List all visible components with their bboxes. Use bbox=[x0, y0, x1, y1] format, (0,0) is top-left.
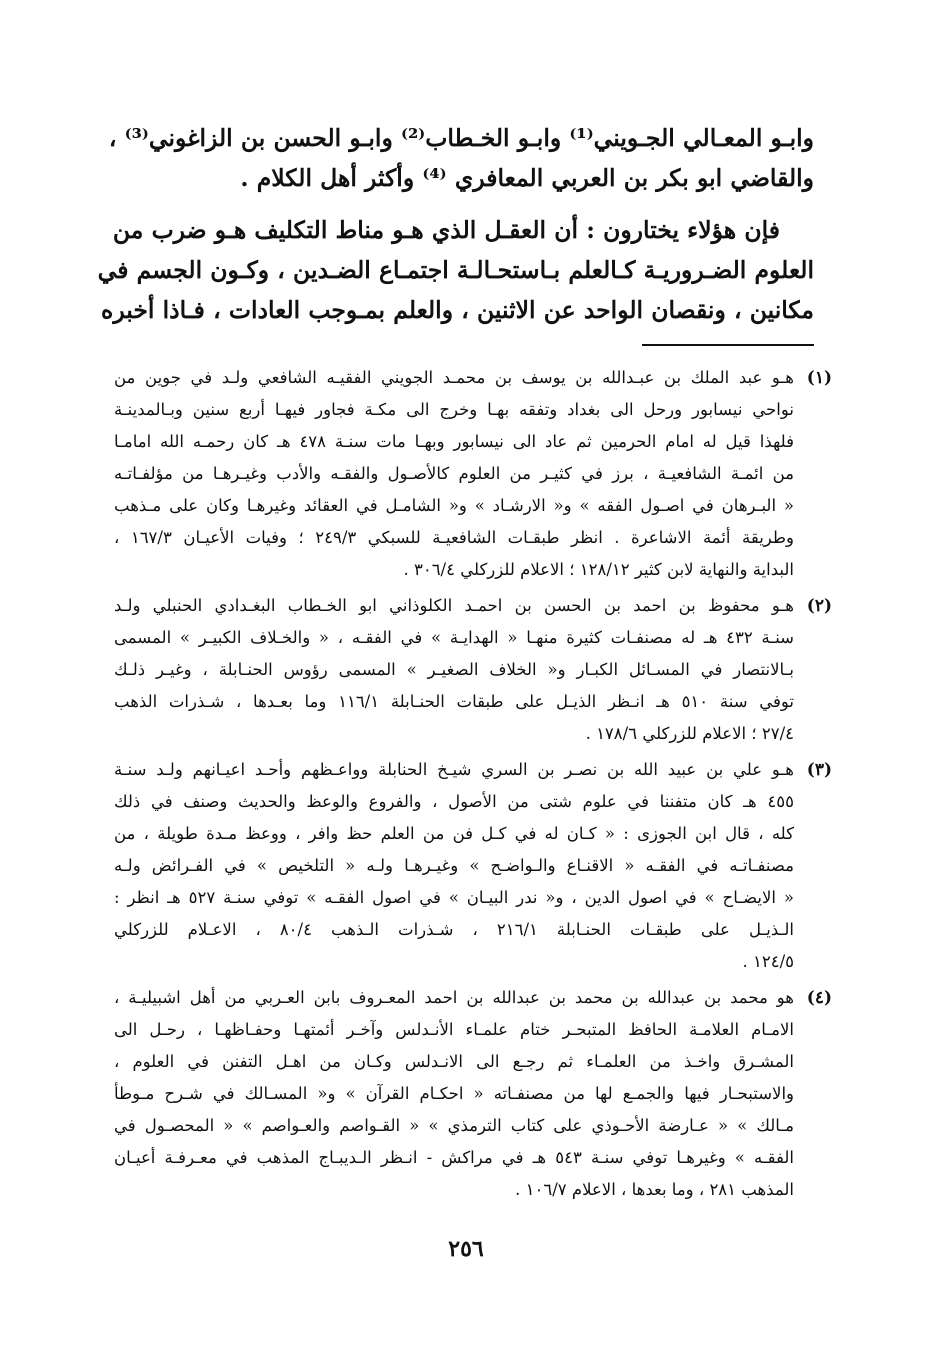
footnotes bbox=[114, 362, 832, 1210]
footnote-line: فلهذا قيل له امام الحرمين ثم عاد الى نيسابور وبهـا مات سنـة ٤٧٨ هـ كان رحمـه الله امامـا bbox=[114, 432, 794, 451]
footnote-line: والاستبحـار فيها والجمـع لها من مصنفـاته « احكـام القرآن » و« المسـالك في شـرح مـوطأ bbox=[114, 1084, 794, 1103]
paragraph-2 bbox=[97, 210, 814, 330]
footnote-line: بـالانتصار في المسـائل الكبـار و« الخلاف الصغيـر » المسمى رؤوس الحنـابلة ، وغيـر ذلـك bbox=[114, 660, 794, 679]
footnote-line: هـو عبد الملك بن عبـدالله بن يوسف بن محمـد الجويني الفقيـه الشافعي ولـد في جوين من bbox=[114, 368, 794, 387]
footnote-line: المذهب ٢٨١ ، وما بعدها ، الاعلام ١٠٦/٧ . bbox=[515, 1180, 794, 1199]
text-line: العلوم الضـروريـة كـالعلم بـاستحـالـة اجتمـاع الضـدين ، وكـون الجسم في bbox=[97, 256, 814, 284]
footnote-number: (٤) bbox=[806, 988, 832, 1008]
footnote-line: من ائمـة الشافعيـة ، برز في كثيـر من العلوم كالأصـول والفقـه والأدب وغيـرهـا من مؤلفـاتـه bbox=[114, 464, 794, 483]
footnote-separator bbox=[642, 344, 814, 346]
text-line: وابـو المعـالي الجـويني⁽¹⁾ وابـو الخـطاب⁽²⁾ وابـو الحسن بن الزاغوني⁽³⁾ ، bbox=[108, 124, 814, 152]
footnote-2 bbox=[114, 590, 832, 750]
footnote-line: ٢٧/٤ ؛ الاعلام للزركلي ١٧٨/٦ . bbox=[585, 724, 794, 743]
text-line: فإن هؤلاء يختارون : أن العقـل الذي هـو مناط التكليف هـو ضرب من bbox=[112, 216, 780, 244]
page-number: ٢٥٦ bbox=[448, 1236, 484, 1262]
footnote-line: ٤٥٥ هـ كان متفننا في علوم شتى من الأصول ، والفروع والوعظ والحديث وصنف في ذلك bbox=[114, 792, 794, 811]
footnote-line: الامـام العلامـة الحافظ المتبحـر ختام علمـاء الأنـدلس وآخـر أئمتهـا وحفـاظهـا ، رحـل الى bbox=[114, 1020, 794, 1039]
footnote-line: الفقـه » وغيرهـا توفي سنـة ٥٤٣ هـ في مراكش - انـظر الـديبـاج المذهب في معـرفـة أعيـان bbox=[114, 1148, 794, 1167]
footnote-line: « الايضـاح » في اصول الدين ، و« ندر البيـان » في اصول الفقـه » توفي سنـة ٥٢٧ هـ انظر : bbox=[114, 888, 794, 907]
footnote-line: وطريقة أئمة الاشاعرة . انظر طبقـات الشافعيـة للسبكي ٢٤٩/٣ ؛ وفيات الأعيـان ١٦٧/٣ ، bbox=[114, 528, 794, 547]
footnote-line: هو محمد بن عبدالله بن محمد بن عبدالله بن احمد المعـروف بابن العـربي من أهل اشبيليـة ، bbox=[114, 988, 794, 1007]
footnote-number: (١) bbox=[806, 368, 832, 388]
footnote-3 bbox=[114, 754, 832, 978]
footnote-number: (٢) bbox=[806, 596, 832, 616]
footnote-line: مـالك » « عـارضة الأحـوذي على كتاب الترمذي » « القـواصم والعـواصم » « المحصـول في bbox=[114, 1116, 794, 1135]
footnote-line: نواحي نيسابور ورحل الى بغداد وتفقه بهـا وخرج الى مكـة فجاور فيهـا أربع سنين وبـالمدينـة bbox=[114, 400, 794, 419]
footnote-line: كله ، قال ابن الجوزى : « كـان له في كـل فن من العلم حظ وافر ، ووعظ مـدة طويلة ، من bbox=[114, 824, 794, 843]
footnote-line: ١٢٤/٥ . bbox=[742, 952, 794, 971]
footnote-4 bbox=[114, 982, 832, 1206]
text-line: والقاضي ابو بكر بن العربي المعافري ⁽⁴⁾ وأكثر أهل الكلام . bbox=[240, 164, 814, 192]
footnote-line: هـو محفوظ بن احمد بن الحسن بن احمـد الكلوذاني ابو الخـطاب البغـدادي الحنبلي ولـد bbox=[114, 596, 794, 615]
text-line: مكانين ، ونقصان الواحد عن الاثنين ، والعلم بمـوجب العادات ، فـاذا أخبره bbox=[101, 296, 814, 324]
footnote-1 bbox=[114, 362, 832, 586]
footnote-line: البداية والنهاية لابن كثير ١٢٨/١٢ ؛ الاعلام للزركلي ٣٠٦/٤ . bbox=[403, 560, 794, 579]
main-text bbox=[97, 118, 814, 330]
footnote-line: المشـرق واخـذ من العلمـاء ثم رجـع الى الانـدلس وكـان من اهـل التفنن في العلوم ، bbox=[114, 1052, 794, 1071]
footnote-line: الـذيـل على طبقـات الحنـابلة ٢١٦/١ ، شـذرات الـذهب ٨٠/٤ ، الاعـلام للزركلي bbox=[114, 920, 794, 939]
footnote-number: (٣) bbox=[806, 760, 832, 780]
paragraph-1 bbox=[108, 118, 814, 198]
footnote-line: سنـة ٤٣٢ هـ له مصنفـات كثيرة منهـا « الهدايـة » في الفقـه ، « والخـلاف الكبيـر » المسمى bbox=[114, 628, 794, 647]
footnote-line: مصنفـاتـه في الفقـه « الاقنـاع والـواضـح » وغيـرهـا ولـه « التلخيص » في الفـرائض ولـه bbox=[114, 856, 794, 875]
footnote-line: « البـرهان في اصـول الفقه » و« الارشـاد » و« الشامـل في العقائد وغيرهـا وكان على مـذهب bbox=[114, 496, 794, 515]
footnote-line: هـو علي بن عبيد الله بن نصـر بن السري شيـخ الحنابلة وواعـظهم وأحـد اعيـانهم ولـد سنـة bbox=[114, 760, 794, 779]
footnote-line: توفي سنة ٥١٠ هـ انـظر الذيـل على طبقات الحنـابلة ١١٦/١ وما بعـدها ، شـذرات الذهب bbox=[114, 692, 794, 711]
